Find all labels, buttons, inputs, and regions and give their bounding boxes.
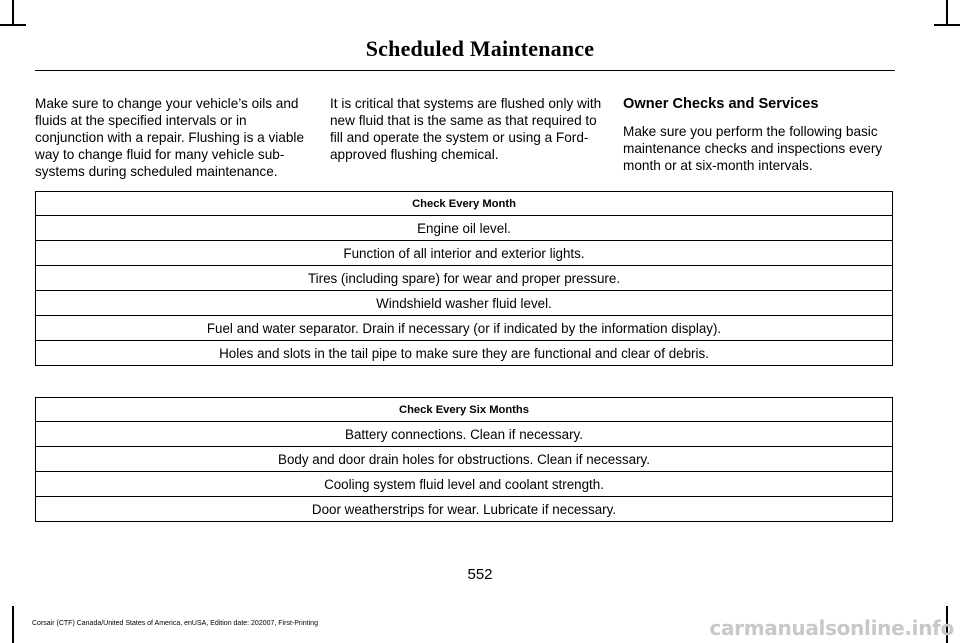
monthly-checks-table <box>35 191 893 366</box>
table-cell: Engine oil level. <box>36 216 893 241</box>
table-cell: Door weatherstrips for wear. Lubricate if necessary. <box>36 497 893 522</box>
table-row <box>36 216 893 241</box>
table-cell: Cooling system fluid level and coolant strength. <box>36 472 893 497</box>
table-row <box>36 266 893 291</box>
owner-checks-paragraph: Make sure you perform the following basic maintenance checks and inspections every month or at six-month intervals. <box>623 124 883 173</box>
crop-mark-top-right-horizontal <box>934 24 960 26</box>
table-cell: Windshield washer fluid level. <box>36 291 893 316</box>
crop-mark-top-left-horizontal <box>0 24 26 26</box>
six-month-checks-table <box>35 397 893 522</box>
six-month-table-header: Check Every Six Months <box>36 398 893 422</box>
monthly-table-header: Check Every Month <box>36 192 893 216</box>
edition-footer: Corsair (CTF) Canada/United States of America, enUSA, Edition date: 202007, First-Printing <box>32 620 318 627</box>
intro-paragraph-2: It is critical that systems are flushed only with new fluid that is the same as that required to fill and operate the system or using a Ford-approved flushing chemical. <box>330 96 602 162</box>
crop-mark-top-left-vertical <box>12 0 14 26</box>
table-cell: Fuel and water separator. Drain if necessary (or if indicated by the information display). <box>36 316 893 341</box>
title-divider <box>35 70 895 71</box>
intro-column-2 <box>330 95 605 163</box>
page-title: Scheduled Maintenance <box>365 36 595 61</box>
table-row <box>36 422 893 447</box>
table-cell: Tires (including spare) for wear and proper pressure. <box>36 266 893 291</box>
intro-column-1 <box>35 95 310 180</box>
owner-checks-heading: Owner Checks and Services <box>623 96 819 112</box>
table-row <box>36 472 893 497</box>
table-cell: Function of all interior and exterior lights. <box>36 241 893 266</box>
table-row <box>36 497 893 522</box>
page-number: 552 <box>467 566 493 583</box>
table-cell: Holes and slots in the tail pipe to make sure they are functional and clear of debris. <box>36 341 893 366</box>
table-cell: Body and door drain holes for obstructions. Clean if necessary. <box>36 447 893 472</box>
table-row <box>36 241 893 266</box>
crop-mark-bottom-left-vertical <box>12 606 14 643</box>
crop-mark-top-right-vertical <box>946 0 948 26</box>
table-row <box>36 316 893 341</box>
intro-paragraph-1: Make sure to change your vehicle’s oils and fluids at the specified intervals or in conjunction with a repair. Flushing is a viable way to change fluid for many vehicle sub-systems during scheduled maintenance. <box>35 96 305 179</box>
intro-column-3 <box>623 95 895 174</box>
table-row <box>36 291 893 316</box>
table-row <box>36 447 893 472</box>
table-row <box>36 341 893 366</box>
watermark: carmanualsonline.info <box>709 616 954 640</box>
table-cell: Battery connections. Clean if necessary. <box>36 422 893 447</box>
